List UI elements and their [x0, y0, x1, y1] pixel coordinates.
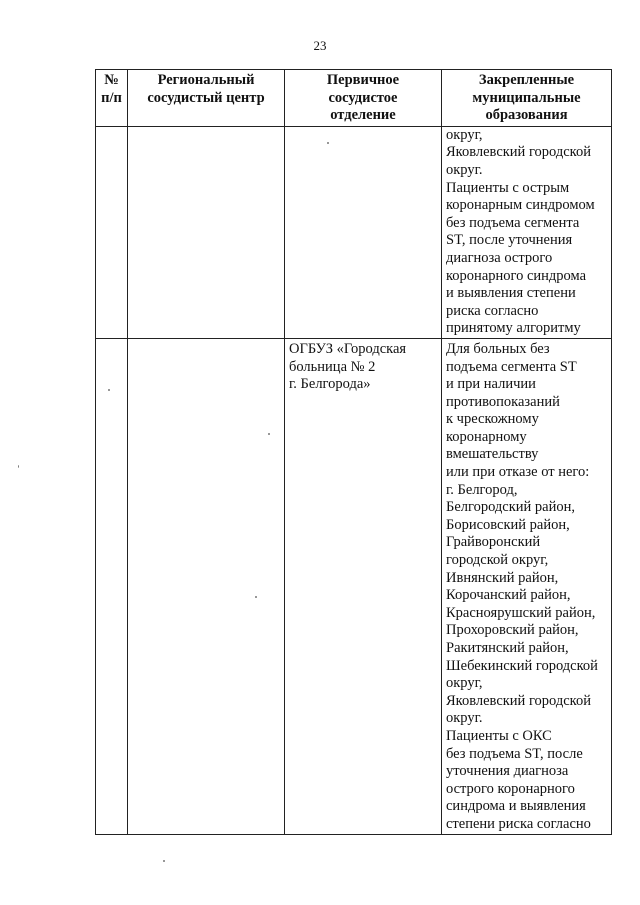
scan-speck	[163, 860, 165, 862]
header-regional-center: Региональный сосудистый центр	[128, 70, 285, 127]
page-number: 23	[313, 38, 327, 53]
header-number: № п/п	[96, 70, 128, 127]
cell-regional-center	[128, 126, 285, 338]
table-row	[96, 338, 612, 834]
table-row	[96, 126, 612, 338]
scan-speck	[18, 465, 19, 468]
cell-municipalities: Для больных без подъема сегмента ST и при наличии противопоказаний к чрескожному коронарному вмешательству или при отказе от него: г. Белгород, Белгородский район, Борисовский район, Грайворонский городской округ, Ивнянский район, Корочанский район, Красноярушский район, Прохоровский район, Ракитянский район, Шебекинский городской округ, Яковлевский городской округ. Пациенты с ОКС без подъема ST, после уточнения диагноза острого коронарного синдрома и выявления степени риска согласно	[442, 338, 612, 834]
scan-speck	[268, 433, 270, 435]
scan-speck	[327, 142, 329, 144]
cell-number	[96, 126, 128, 338]
cell-municipalities: округ, Яковлевский городской округ. Пациенты с острым коронарным синдромом без подъема сегмента ST, после уточнения диагноза острого коронарного синдрома и выявления степени риска согласно принятому алгоритму	[442, 126, 612, 338]
scan-speck	[108, 389, 110, 391]
header-primary-department: Первичное сосудистое отделение	[285, 70, 442, 127]
table-header-row	[96, 70, 612, 127]
cell-primary-department: ОГБУЗ «Городская больница № 2 г. Белгорода»	[285, 338, 442, 834]
cell-primary-department	[285, 126, 442, 338]
municipalities-table	[95, 69, 612, 835]
cell-regional-center	[128, 338, 285, 834]
header-municipalities: Закрепленные муниципальные образования	[442, 70, 612, 127]
scan-speck	[255, 596, 257, 598]
cell-number	[96, 338, 128, 834]
